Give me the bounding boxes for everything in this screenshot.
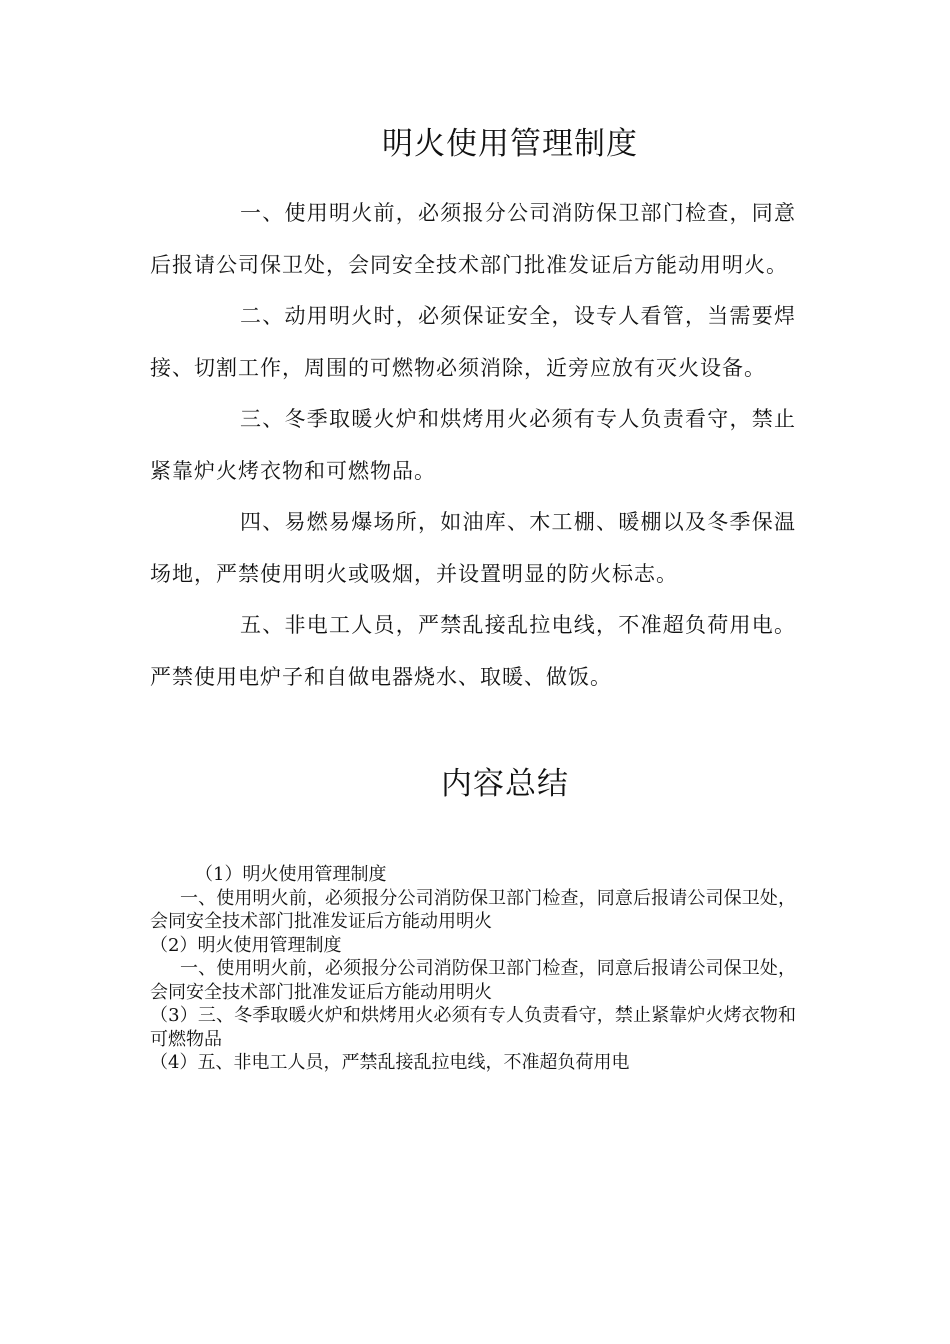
summary-title: 内容总结 xyxy=(441,766,569,802)
summary-item-4: （4）五、非电工人员，严禁乱接乱拉电线，不准超负荷用电 xyxy=(150,1052,630,1073)
paragraph-3: 三、冬季取暖火炉和烘烤用火必须有专人负责看守，禁止紧靠炉火烤衣物和可燃物品。 xyxy=(150,407,796,483)
summary-item-2-body: 一、使用明火前，必须报分公司消防保卫部门检查，同意后报请公司保卫处，会同安全技术部门批准发证后方能动用明火 xyxy=(150,958,796,1003)
summary-item-1-heading: （1）明火使用管理制度 xyxy=(195,864,387,885)
summary-item-2-heading: （2）明火使用管理制度 xyxy=(150,934,342,956)
summary-section xyxy=(150,863,796,1075)
document-title: 明火使用管理制度 xyxy=(382,126,638,162)
paragraph-5: 五、非电工人员，严禁乱接乱拉电线，不准超负荷用电。严禁使用电炉子和自做电器烧水、取暖、做饭。 xyxy=(150,613,796,689)
paragraph-4: 四、易燃易爆场所，如油库、木工棚、暖棚以及冬季保温场地，严禁使用明火或吸烟，并设置明显的防火标志。 xyxy=(150,510,796,586)
paragraph-2: 二、动用明火时，必须保证安全，设专人看管，当需要焊接、切割工作，周围的可燃物必须消除，近旁应放有灭火设备。 xyxy=(150,304,796,380)
paragraph-1: 一、使用明火前，必须报分公司消防保卫部门检查，同意后报请公司保卫处，会同安全技术部门批准发证后方能动用明火。 xyxy=(150,201,796,277)
summary-item-1-body: 一、使用明火前，必须报分公司消防保卫部门检查，同意后报请公司保卫处，会同安全技术部门批准发证后方能动用明火 xyxy=(150,887,796,932)
summary-item-3: （3）三、冬季取暖火炉和烘烤用火必须有专人负责看守，禁止紧靠炉火烤衣物和可燃物品 xyxy=(150,1005,796,1050)
